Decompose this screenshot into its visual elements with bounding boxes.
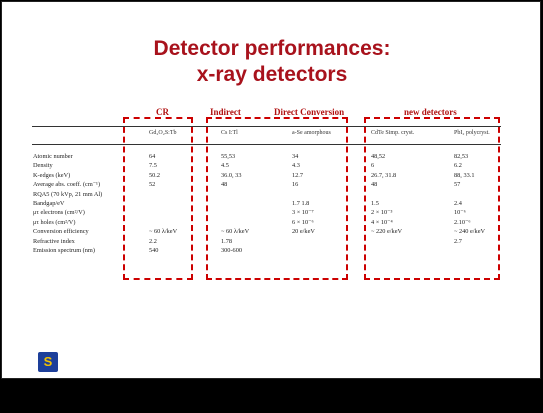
- table-cell: 57: [454, 181, 461, 189]
- slide-title-line1: Detector performances:: [153, 37, 391, 60]
- group-label-indirect: Indirect: [210, 107, 241, 117]
- cr-dashed-box: [123, 117, 193, 280]
- table-cell: 48: [221, 181, 228, 189]
- table-cell: 55,53: [221, 153, 236, 160]
- table-cell: 88, 33.1: [454, 171, 475, 179]
- column-header: PbI₂ polycryst.: [454, 130, 490, 136]
- table-cell: 1.78: [221, 237, 233, 245]
- table-header-rule: [32, 144, 501, 145]
- table-cell: 6: [371, 162, 375, 170]
- table-cell: 4 × 10⁻⁴: [371, 218, 393, 226]
- slide: [1, 1, 541, 379]
- table-cell: ~ 220 e/keV: [371, 228, 403, 236]
- table-cell: 34: [292, 153, 299, 160]
- row-label: RQA5 (70 kVp, 21 mm Al): [33, 190, 103, 198]
- table-cell: ~ 60 λ/keV: [149, 228, 178, 236]
- table-cell: 300-600: [221, 247, 242, 254]
- group-label-direct: Direct Conversion: [274, 107, 345, 117]
- table-cell: 36.0, 33: [221, 171, 242, 179]
- column-header: a-Se amorphous: [292, 130, 331, 136]
- table-cell: 2.2: [149, 237, 157, 245]
- table-cell: 10⁻⁶: [454, 209, 466, 217]
- group-label-new: new detectors: [404, 107, 457, 117]
- table-cell: 82,53: [454, 153, 469, 160]
- row-label: Density: [33, 162, 53, 170]
- column-header: Cs I:Tl: [221, 130, 238, 136]
- table-cell: ~ 240 e/keV: [454, 228, 486, 236]
- slide-title-line2: x-ray detectors: [196, 63, 348, 86]
- table-cell: 48: [371, 181, 378, 189]
- row-label: Average abs. coeff. (cm⁻¹): [33, 181, 101, 189]
- table-cell: 2 × 10⁻³: [371, 209, 393, 217]
- table-cell: 64: [149, 153, 156, 160]
- table-cell: 6 × 10⁻⁶: [292, 218, 314, 226]
- column-header: Gd₂O₂S:Tb: [149, 130, 177, 136]
- table-cell: 48,52: [371, 153, 386, 160]
- row-label: μτ electrons (cm²/V): [33, 209, 85, 217]
- table-cell: 3 × 10⁻⁷: [292, 209, 314, 217]
- table-cell: 4.5: [221, 162, 229, 170]
- new-detectors-dashed-box: [364, 117, 500, 280]
- table-cell: 50.2: [149, 171, 161, 179]
- table-cell: 4.3: [292, 162, 300, 170]
- table-cell: 1.7 1.8: [292, 200, 310, 207]
- table-cell: 20 e/keV: [292, 228, 315, 236]
- column-header: CdTe Simp. cryst.: [371, 130, 415, 136]
- row-label: Bandgap/eV: [33, 200, 65, 207]
- row-label: Emission spectrum (nm): [33, 247, 95, 254]
- group-label-cr: CR: [156, 107, 169, 117]
- row-label: Atomic number: [33, 153, 73, 160]
- table-cell: 6.2: [454, 162, 462, 170]
- table-cell: ~ 60 λ/keV: [221, 228, 250, 236]
- table-cell: 2.10⁻⁶: [454, 218, 471, 226]
- table-top-rule: [32, 126, 501, 127]
- table-cell: 26.7, 31.8: [371, 171, 397, 179]
- table-cell: 12.7: [292, 171, 304, 179]
- row-label: μτ holes (cm²/V): [33, 218, 76, 226]
- institution-logo: S: [38, 352, 58, 372]
- table-cell: 540: [149, 247, 159, 254]
- table-cell: 7.5: [149, 162, 157, 170]
- direct-dashed-box: [206, 117, 348, 280]
- table-cell: 2.7: [454, 237, 462, 245]
- row-label: K-edges (keV): [33, 171, 71, 179]
- table-cell: 16: [292, 181, 299, 189]
- table-cell: 52: [149, 181, 156, 189]
- row-label: Conversion efficiency: [33, 228, 89, 236]
- table-cell: 1.5: [371, 200, 379, 207]
- table-cell: 2.4: [454, 200, 462, 207]
- row-label: Refractive index: [33, 237, 75, 245]
